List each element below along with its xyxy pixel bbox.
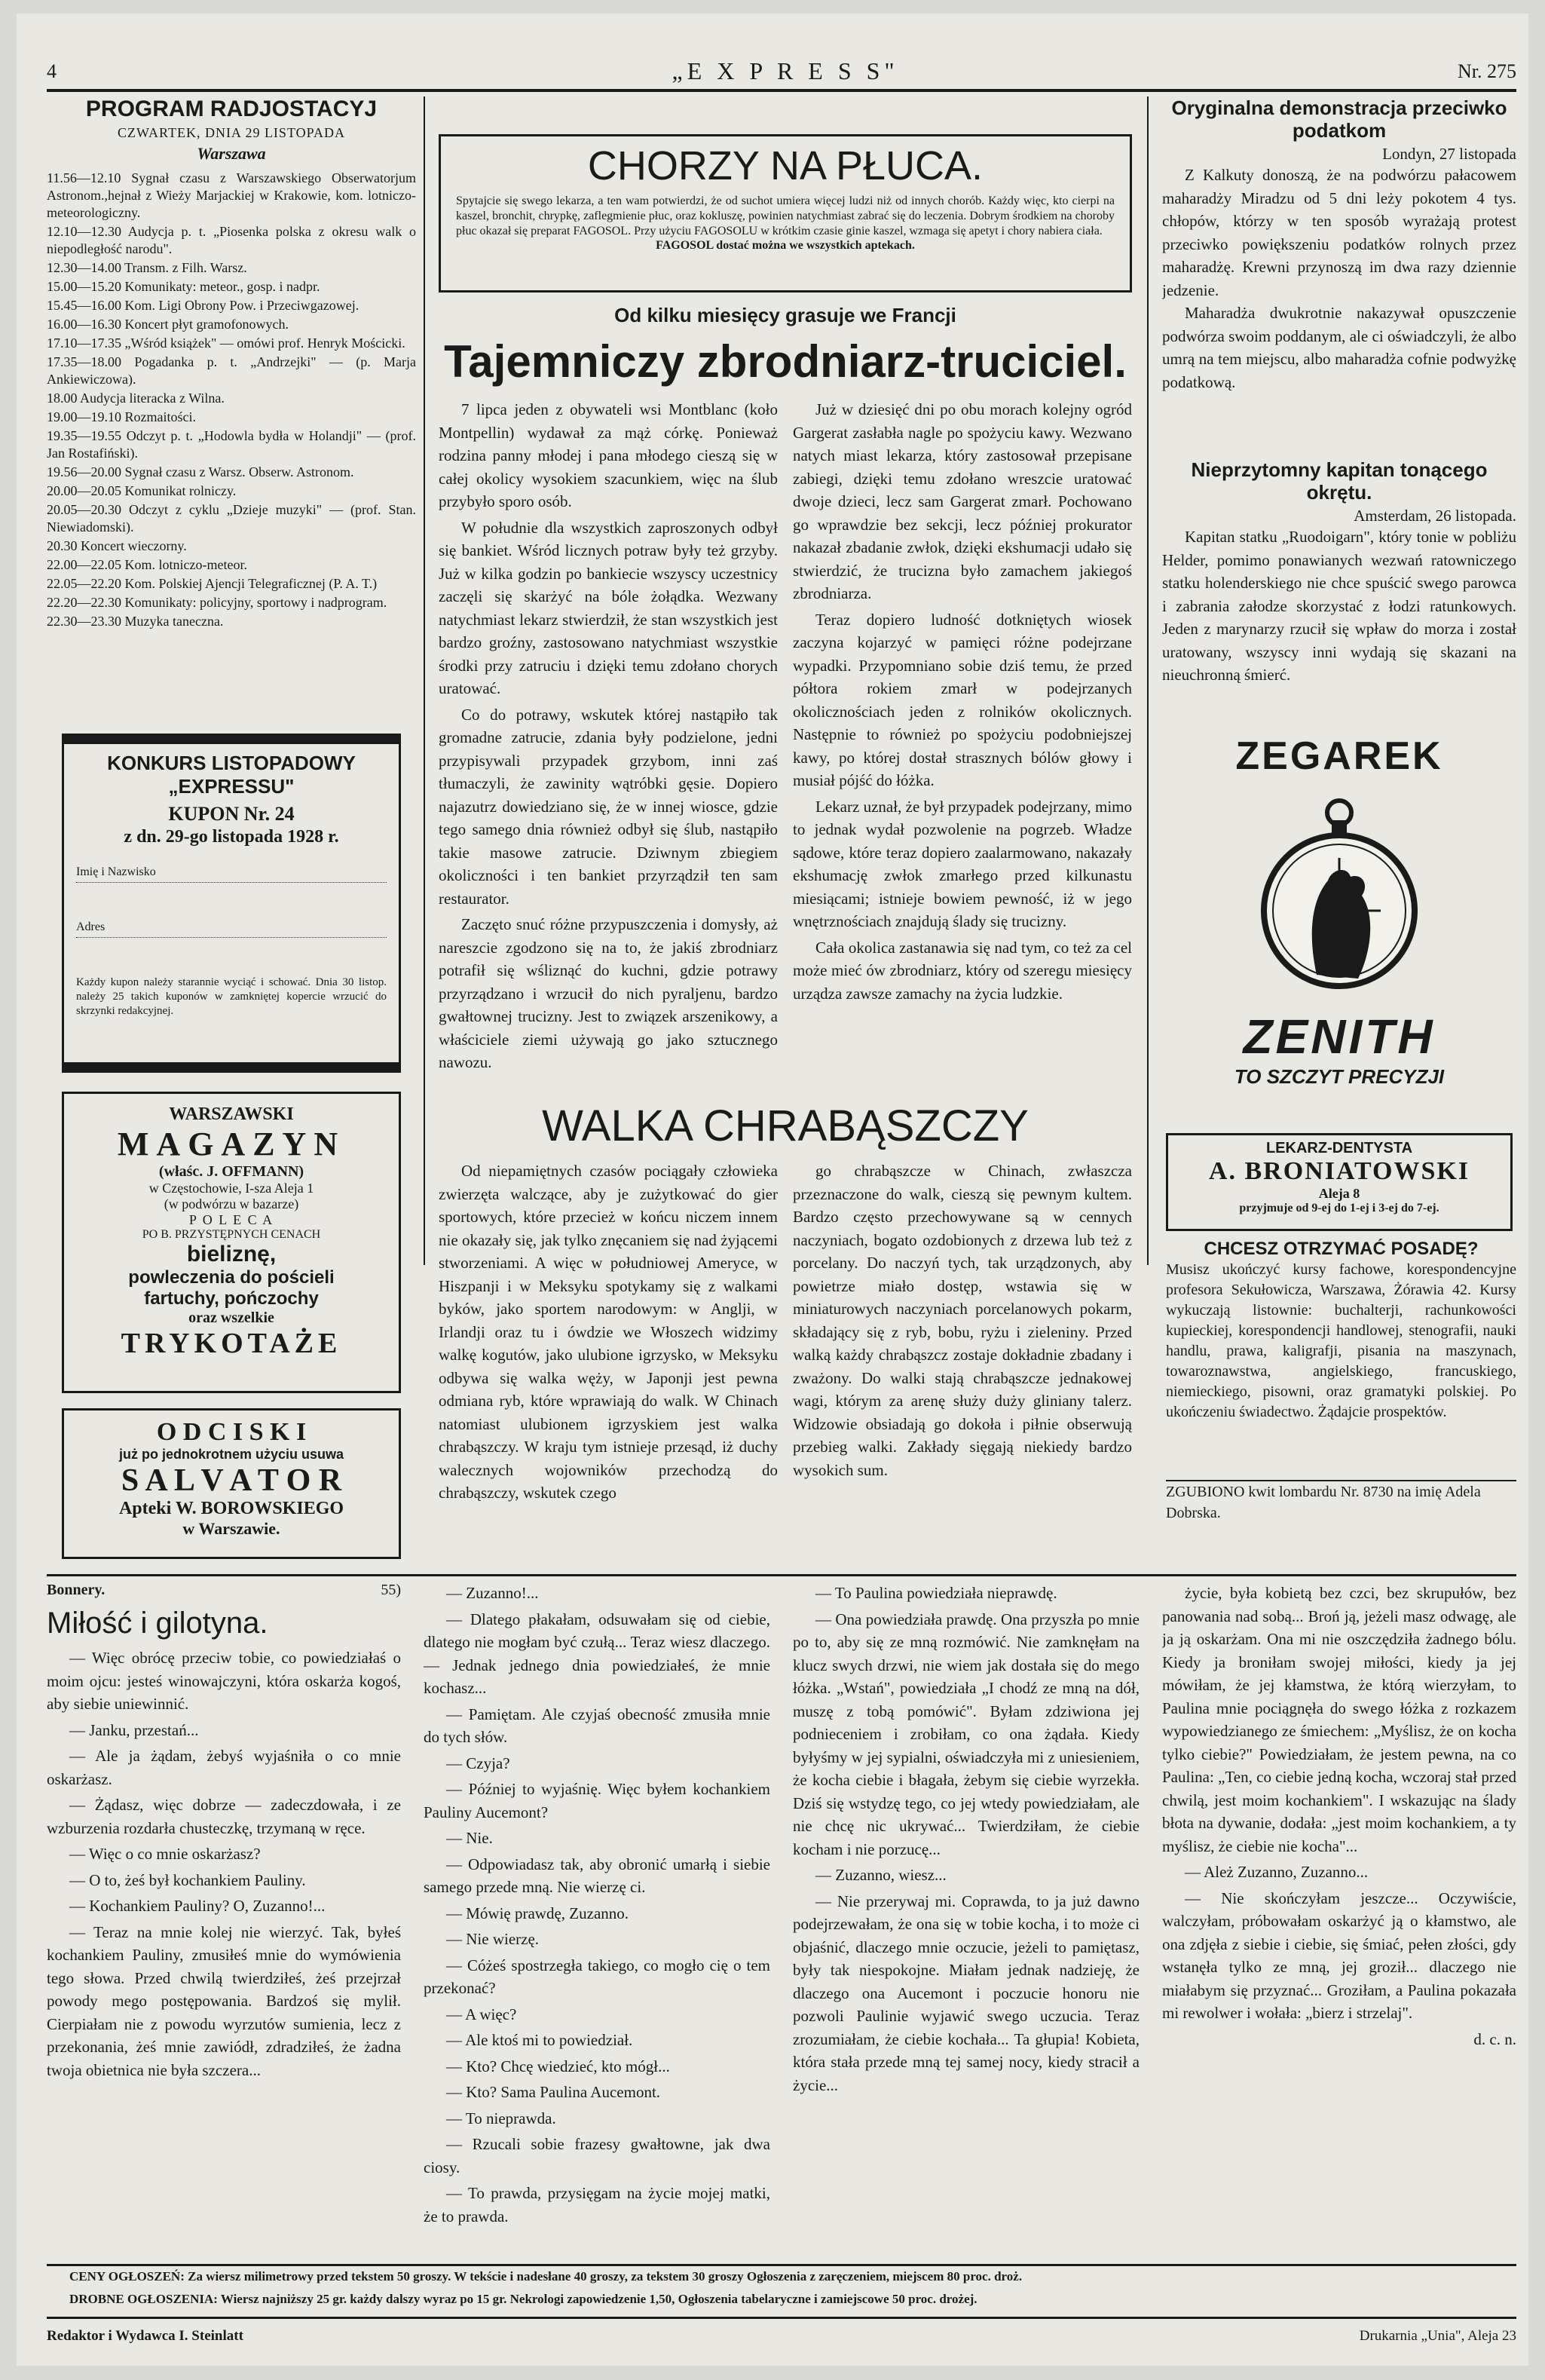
- page-number: 4: [47, 60, 57, 82]
- radio-item: 22.20—22.30 Komunikaty: policyjny, sportowy i nadprogram.: [47, 595, 387, 610]
- novel-paragraph: — A więc?: [446, 2005, 517, 2023]
- radio-item: 20.05—20.30 Odczyt z cyklu „Dzieje muzyki" — (prof. Stan. Niewiadomski).: [47, 502, 416, 535]
- footer-rule: [47, 2264, 1516, 2266]
- paper-title: „E X P R E S S": [672, 57, 899, 84]
- magazyn-l3: (właśc. J. OFFMANN): [158, 1163, 304, 1180]
- radio-item: 19.00—19.10 Rozmaitości.: [47, 409, 196, 424]
- printer-line: Drukarnia „Unia", Aleja 23: [1359, 2328, 1516, 2344]
- novel-paragraph: — Zuzanno, wiesz...: [815, 1866, 947, 1884]
- article-paragraph: W południe dla wszystkich zaproszonych odbył się bankiet. Wśród licznych potraw były też grzyby. Już w kilka godzin po bankiecie wszyscy uczestnicy zaczęli się skarżyć na bóle żołądka. Wezwany natychmiast lekarz stwierdził, że stan wszystkich jest bardzo groźny, zastosowano natychmiast wszystkie środki przy zatruciu i dzięki temu zdołano chorych uratować.: [439, 518, 778, 697]
- radio-item: 20.30 Koncert wieczorny.: [47, 538, 187, 553]
- novel-paragraph: — O to, żeś był kochankiem Pauliny.: [69, 1870, 306, 1889]
- zenith-ad: [1170, 734, 1509, 1126]
- dentysta-l1: LEKARZ-DENTYSTA: [1265, 1140, 1413, 1156]
- radio-program: [47, 96, 416, 730]
- novel-paragraph: — Ona powiedziała prawdę. Ona przyszła po mnie po to, aby się ze mną rozmówić. Nie zamknęłam na klucz swych drzwi, nie wiem jak dostała się do mego łóżka. „Wstań", powiedziała „I chodź ze mną na dół, muszę z tobą pomówić". Byłam zdziwiona jej podnieceniem i zrobiłam, co ona żądała. Kiedy byłyśmy w jej sypialni, oświadczyła mi z uniesieniem, że kocha ciebie i błagała, żebym się ciebie wyrzekła. Dziś się wstydzę tego, co jej wtedy powiedziałam, ale nie chcę nic ukrywać... Twierdziłam, że ciebie kocham i nie porzucę...: [793, 1610, 1140, 1858]
- posada-text: Musisz ukończyć kursy fachowe, korespondencyjne profesora Sekułowicza, Warszawa, Żórawia 42. Kursy wykuczają listownie: buchalterji, rachunkowości kupieckiej, korespondencji handlowej, stenografii, nauki handlu, prawa, kaligrafji, pisania na maszynach, towaroznawstwa, angielskiego, francuskiego, niemieckiego, pisowni, oraz gramatyki polskiej. Po ukończeniu świadectwo. Żądajcie prospektów.: [1166, 1261, 1516, 1420]
- novel-paragraph: — Kto? Sama Paulina Aucemont.: [446, 2083, 661, 2101]
- article-paragraph: Zaczęto snuć różne przypuszczenia i domysły, aż nareszcie zgodzono się na to, że jakiś zbrodniarz potrafił się wśliznąć do kuchni, gdzie potrawy przyrządzano i wrzucił do nich pyraljenu, bardzo gwałtownej trucizny. Jest to związek arszenikowy, a właściciele ziemi używają go jako sztucznego nawozu.: [439, 915, 778, 1071]
- magazyn-l4: w Częstochowie, I-sza Aleja 1: [148, 1181, 314, 1196]
- oryginalna-place: Londyn, 27 listopada: [1382, 145, 1516, 163]
- walka-title: WALKA CHRABĄSZCZY: [542, 1101, 1029, 1150]
- article-paragraph: Już w dziesięć dni po obu morach kolejny ogród Gargerat zasłabła nagle po spożyciu kawy. Wezwano natych miast lekarza, który zastosował przepisane zabiegi, dzięki temu zdołano wreszcie uratować dwoje dzieci, lecz sam Gargerat zmarł. Pochowano go wprawdzie bez sekcji, lecz później prokurator nakazał zbadanie zwłok, dzięki ekshumacji udało się stwierdzić, że trucizna było zamachem jakiegoś zbrodniarza.: [793, 400, 1132, 602]
- odciski-l2: już po jednokrotnem użyciu usuwa: [118, 1447, 344, 1462]
- novel-paragraph: — Nie skończyłam jeszcze... Oczywiście, walczyłam, próbowałam oskarżyć ją o kłamstwo, ale ona zdjęła z siebie i ciebie, się śmiać, pełen złości, gdy wstanęła tylko ze mną, jej groził... dlaczego nie miałabym się przyznać... Groziłam, a Paulina pokazała mi rewolwer i wołała: „bierz i strzelaj".: [1162, 1888, 1516, 2022]
- radio-item: 12.30—14.00 Transm. z Filh. Warsz.: [47, 260, 247, 275]
- coupon-note: Każdy kupon należy starannie wyciąć i schować. Dnia 30 listop. należy 25 takich kuponów w zamkniętej kopercie wrzucić do skrzynki redakcyjnej.: [76, 976, 387, 1017]
- magazyn-l12: TRYKOTAŻE: [121, 1328, 342, 1359]
- coupon-address-label: Adres: [76, 920, 387, 938]
- novel-paragraph: — Nie przerywaj mi. Coprawda, to ja już dawno podejrzewałam, że ona się w tobie kocha, i to może ci objaśnić, dlaczego mnie oczucie, jeżeli to pamiętasz, były tak niespokojne. Miałam jednak nadzieję, że dlaczego ona Aucemont i poczucie honoru nie pozwoli Paulinie wyjawić swego uczucia. Teraz zrozumiałam, że ciebie kochała... Ta głupia! Kobieta, która stała przede mną tej samej nocy, kiedy stracił a życie...: [793, 1891, 1140, 2094]
- radio-subtitle: CZWARTEK, DNIA 29 LISTOPADA: [118, 125, 345, 140]
- zgubiono-notice: ZGUBIONO kwit lombardu Nr. 8730 na imię Adela Dobrska.: [1166, 1480, 1516, 1533]
- odciski-l5: w Warszawie.: [182, 1519, 280, 1538]
- radio-item: 15.45—16.00 Kom. Ligi Obrony Pow. i Przeciwgazowej.: [47, 298, 359, 313]
- novel-paragraph: — To nieprawda.: [446, 2109, 556, 2127]
- radio-item: 22.00—22.05 Kom. lotniczo-meteor.: [47, 557, 247, 572]
- novel-paragraph: — Ależ Zuzanno, Zuzanno...: [1185, 1863, 1369, 1881]
- article-col2: [793, 398, 1132, 1099]
- dentysta-l3: Aleja 8: [1318, 1186, 1360, 1201]
- novel-col2: [424, 1582, 770, 2260]
- novel-col1: [47, 1582, 401, 2260]
- novel-episode: 55): [381, 1582, 401, 1598]
- novel-paragraph: — Janku, przestań...: [69, 1720, 199, 1739]
- coupon-box: [62, 734, 401, 1073]
- novel-paragraph: — Teraz na mnie kolej nie wierzyć. Tak, byłeś kochankiem Pauliny, zmusiłeś mnie do wymówienia tego słowa. Przed chwilą twierdziłeś, żeś przejrzał powody mego postępowania. Bardzoś się mylił. Cierpiałam nie z powodu wyrzutów sumienia, lecz z przekonania, żeś mnie zawiódł, zdradziłeś, że żadna twoja obietnica nie była szczera...: [47, 1922, 401, 2079]
- article-paragraph: Lekarz uznał, że był przypadek podejrzany, mimo to jednak wydał pozwolenie na pogrzeb. Władze sądowe, które teraz dopiero zaalarmowano, nakazały ekshumację zwłok zmarłego przed kilkunastu miesiącami; istnieje bowiem pewność, iż w jego wnętrznościach znajdują ślady się trucizny.: [793, 797, 1132, 930]
- kapitan-article: [1162, 458, 1516, 730]
- coupon-name-label: Imię i Nazwisko: [76, 865, 387, 883]
- magazyn-l10: fartuchy, pończochy: [144, 1288, 319, 1309]
- novel-paragraph: życie, była kobietą bez czci, bez skrupułów, bez panowania nad sobą... Broń ją, jeżeli masz odwagę, ale ja ją oskarżam. Ona mi nie oszczędziła żadnego bólu. Kiedy ja broniłam swojej miłości, kiedy ja jej mówiłam, że jej kłamstwa, że którą wierzyłam, to Paulina mnie pociągnęła do swego łóżka z rozkazem wypowiedzianego ze śmiechem: „Myślisz, że on kocha tylko ciebie?" Powiedziałam, że jestem pewna, na co Paulina: „Ten, co ciebie jedną kocha, wczoraj stał przed chwilą, jest moim kochankiem". I wskazując na ślady błota na dywanie, dodała: „jest moim kochankiem, a ty myślisz, że ciebie nie kocha"...: [1162, 1584, 1516, 1855]
- novel-col3: [793, 1582, 1140, 2260]
- novel-paragraph: — Kochankiem Pauliny? O, Zuzanno!...: [69, 1897, 326, 1915]
- radio-station: Warszawa: [197, 144, 266, 163]
- odciski-l3: S A L V A T O R: [121, 1463, 342, 1498]
- radio-item: 22.30—23.30 Muzyka taneczna.: [47, 614, 224, 629]
- dentysta-ad: [1166, 1133, 1513, 1231]
- radio-item: 18.00 Audycja literacka z Wilna.: [47, 391, 225, 406]
- oryginalna-text: Z Kalkuty donoszą, że na podwórzu pałacowem maharadży Miradzu od 5 dni leży pokotem 4 tys. chłopów, którzy w ten sposób wyrażają protest przeciwko powiększeniu podatków rolnych przez maharadżę. Krewni przynoszą im dwa razy dziennie jedzenie.: [1162, 166, 1516, 299]
- novel-paragraph: — Więc obrócę przeciw tobie, co powiedziałaś o moim ojcu: jesteś winowajczyni, która oskarża kogoś, aby siebie uniewinnić.: [47, 1649, 401, 1713]
- coupon-date: z dn. 29-go listopada 1928 r.: [124, 827, 339, 847]
- posada-ad: [1166, 1239, 1516, 1472]
- radio-item: 20.00—20.05 Komunikat rolniczy.: [47, 483, 237, 498]
- radio-item: 12.10—12.30 Audycja p. t. „Piosenka polska z okresu walk o niepodległość narodu".: [47, 224, 416, 256]
- watch-illustration: [1256, 790, 1422, 1001]
- magazyn-l1: WARSZAWSKI: [169, 1104, 294, 1124]
- novel-paragraph: — To Paulina powiedziała nieprawdę.: [815, 1584, 1057, 1602]
- zegarek-title: ZEGAREK: [1235, 734, 1443, 778]
- novel-col4: [1162, 1582, 1516, 2260]
- novel-paragraph: — Więc o co mnie oskarżasz?: [69, 1845, 261, 1863]
- novel-paragraph: — Pamiętam. Ale czyjaś obecność zmusiła mnie do tych słów.: [424, 1705, 770, 1746]
- novel-paragraph: — To prawda, przysięgam na życie mojej matki, że to prawda.: [424, 2184, 770, 2225]
- magazyn-ad: [62, 1092, 401, 1393]
- kapitan-place: Amsterdam, 26 listopada.: [1354, 507, 1516, 525]
- magazyn-l2: MAGAZYN: [117, 1126, 346, 1162]
- section-rule: [47, 1574, 1516, 1576]
- novel-paragraph: — Nie wierzę.: [446, 1930, 540, 1948]
- radio-item: 11.56—12.10 Sygnał czasu z Warszawskiego Obserwatorjum Astronom.,hejnał z Wieży Marjackiej w Krakowie, kom. lotniczo-meteorologiczny.: [47, 170, 416, 220]
- walka-col2: go chrabąszcze w Chinach, zwłaszcza przeznaczone do walk, cieszą się pewnym kultem. Bardzo często przechowywane są w cennych naczyniach, bogato ozdobionych z drzewa lub też z porcelany. Do naczyń tych, tak urządzonych, aby powietrze miało dostęp, wstawia się w miniaturowych naczyniach porcelanowych pokarm, składający się z ryb, bobu, ryżu i zieleniny. Przed walką każdy chrabąszcz zostaje dokładnie zbadany i zważony. Do walki stają chrabąszcze jednakowej wagi, którym za arenę służy duży gliniany talerz. Widzowie obsiadają go dokoła i piłnie obserwują przebieg walki. Zakłady sięgają niekiedy bardzo wysokich sum.: [793, 1162, 1132, 1479]
- novel-paragraph: — Rzucali sobie frazesy gwałtowne, jak dwa ciosy.: [424, 2135, 770, 2176]
- novel-paragraph: — Później to wyjaśnię. Więc byłem kochankiem Pauliny Aucemont?: [424, 1780, 770, 1821]
- article-paragraph: Cała okolica zastanawia się nad tym, co też za cel może mieć ów zbrodniarz, który od szeregu miesięcy urządza zawsze zamachy na życia ludzkie.: [793, 938, 1132, 1003]
- odciski-l4: Apteki W. BOROWSKIEGO: [118, 1499, 344, 1518]
- magazyn-l11: oraz wszelkie: [188, 1309, 274, 1326]
- ad-rates-line2: DROBNE OGŁOSZENIA: Wiersz najniższy 25 gr. każdy dalszy wyraz po 15 gr. Nekrologi zapowiedzenie 1,50, Ogłoszenia tabelaryczne i zamiejscowe 50 proc. drożej.: [69, 2292, 977, 2306]
- walka-col1: Od niepamiętnych czasów pociągały człowieka zwierzęta walczące, aby je zużytkować do gier sportowych, które przecież w końcu niczem innem nie okazały się, jak tylko znęcaniem się nad żyjącemi stworzeniami. A więc w południowej Ameryce, w Hiszpanji i w Meksyku spotykamy się z walkami byków, jako sportem narodowym: w Anglji, w Irlandji oraz tu i ówdzie we Włoszech widzimy walkę kogutów, jako ulubione igrzysko, w Meksyku odbywa się walka węży, w Japonji jest pewna odmiana ryb, które wprawiają do walk. W Chinach natomiast ulubionem igrzyskiem jest walka chrabąszczy. W kraju tym istnieje przesąd, iż duchy walecznych wojowników przechodzą do chrabąszczy, wskutek czego: [439, 1162, 778, 1502]
- radio-item: 19.56—20.00 Sygnał czasu z Warsz. Obserw. Astronom.: [47, 464, 354, 479]
- radio-item: 17.10—17.35 „Wśród książek" — omówi prof. Henryk Mościcki.: [47, 335, 405, 351]
- article-paragraph: Co do potrawy, wskutek której nastąpiło tak gromadne zatrucie, zdania były podzielone, jedni przypisywali przypadek grzybom, inni zaś tłumaczyli, że zawinity wątróbki gęsie. Dopiero najazutrz dowiedziano się, że w innej wiosce, gdzie tego samego dnia również odbył się ślub, nastąpiło takie masowe zatrucie. Dziwnym zbiegiem okoliczności i ten bankiet przyrządził ten sam restaurator.: [439, 705, 778, 908]
- novel-title: Miłość i gilotyna.: [47, 1607, 268, 1640]
- zenith-slogan: TO SZCZYT PRECYZJI: [1234, 1065, 1445, 1088]
- article-paragraph: 7 lipca jeden z obywateli wsi Montblanc (koło Montpellin) wydawał za mąż córkę. Ponieważ rodzina panny młodej i pana młodego cieszą się w całej okolicy wysokiem szacunkiem, więc na ślub przybyło sporo osób.: [439, 400, 778, 510]
- odciski-l1: O D C I S K I: [156, 1418, 307, 1446]
- posada-title: CHCESZ OTRZYMAĆ POSADĘ?: [1204, 1239, 1479, 1259]
- novel-paragraph: — Ale ja żądam, żebyś wyjaśniła o co mnie oskarżasz.: [47, 1747, 401, 1788]
- novel-paragraph: — Ale ktoś mi to powiedział.: [446, 2031, 633, 2049]
- footer-rule: [47, 2317, 1516, 2319]
- coupon-title: KONKURS LISTOPADOWY „EXPRESSU": [107, 752, 356, 798]
- novel-paragraph: — Odpowiadasz tak, aby obronić umarłą i siebie samego przede mną. Nie wierzę ci.: [424, 1855, 770, 1896]
- kapitan-text: Kapitan statku „Ruodoigarn", który tonie w pobliżu Helder, pomimo ponawianych wezwań ratowniczego statku holenderskiego nie chce spuścić swego parowca i zabrania załodze skorzystać z łodzi ratunkowych. Jeden z marynarzy rzucił się wpław do morza i został uratowany, wszyscy inni wydają się skazani na nieuchronną śmierć.: [1162, 528, 1516, 684]
- oryginalna-article: [1162, 96, 1516, 519]
- newspaper-page: [17, 14, 1528, 2366]
- novel-paragraph: — Kto? Chcę wiedzieć, kto mógł...: [446, 2057, 670, 2075]
- odciski-ad: [62, 1408, 401, 1559]
- radio-item: 16.00—16.30 Koncert płyt gramofonowych.: [47, 317, 289, 332]
- article-title: Tajemniczy zbrodniarz-truciciel.: [444, 336, 1127, 387]
- chorzy-footer: FAGOSOL dostać można we wszystkich aptekach.: [656, 239, 915, 252]
- novel-paragraph: — Zuzanno!...: [446, 1584, 539, 1602]
- magazyn-l9: powleczenia do pościeli: [128, 1267, 335, 1288]
- oryginalna-title: Oryginalna demonstracja przeciwko podatkom: [1171, 96, 1507, 142]
- magazyn-l8: bieliznę,: [186, 1242, 277, 1267]
- oryginalna-text2: Maharadża dwukrotnie nakazywał opuszczenie podwórza swoim poddanym, ale ci oświadczyli, że albo umrą na tem miejscu, albo maharadża cofnie podwyżkę podatkową.: [1162, 304, 1516, 391]
- coupon-number: KUPON Nr. 24: [168, 803, 295, 825]
- article-paragraph: Teraz dopiero ludność dotkniętych wiosek zaczyna kojarzyć w pamięci różne podejrzane wypadki. Przypomniano sobie dziś temu, że przed półtora rokiem zmarł w podejrzanych okolicznościach jeden z rolników okolicznych. Następnie to również po spożyciu podobniejszej kawy, po której dostał strasznych bólów głowy i musiał pójść do łóżka.: [793, 610, 1132, 789]
- kapitan-title: Nieprzytomny kapitan tonącego okrętu.: [1191, 458, 1488, 504]
- novel-continued: d. c. n.: [1473, 2029, 1516, 2048]
- radio-list: [47, 170, 416, 630]
- chorzy-ad: [439, 134, 1132, 293]
- magazyn-l7: PO B. PRZYSTĘPNYCH CENACH: [142, 1228, 321, 1241]
- novel-paragraph: — Żądasz, więc dobrze — zadeczdowała, i ze wzburzenia rozdarła chusteczkę, trzymaną w ręce.: [47, 1796, 401, 1837]
- radio-item: 22.05—22.20 Kom. Polskiej Ajencji Telegraficznej (P. A. T.): [47, 576, 378, 591]
- zenith-brand: ZENITH: [1243, 1009, 1436, 1061]
- novel-paragraph: — Nie.: [446, 1829, 493, 1847]
- article-kicker: Od kilku miesięcy grasuje we Francji: [614, 304, 956, 326]
- novel-author: Bonnery.: [47, 1582, 106, 1598]
- magazyn-l5: (w podwórzu w bazarze): [164, 1196, 299, 1211]
- radio-title: PROGRAM RADJOSTACYJ: [85, 96, 378, 121]
- article-col1: [439, 398, 778, 1099]
- chorzy-text: Spytajcie się swego lekarza, a ten wam potwierdzi, że od suchot umiera więcej ludzi niż od innych chorób. Każdy więc, kto cierpi na kaszel, bronchit, chrypkę, zaflegmienie płuc, oraz kokluszę, powinien natychmiast zabrać się do leczenia. Dobrym środkiem na choroby płuc okazał się preparat FAGOSOL. Przy użyciu FAGOSOLU w krótkim czasie ginie kaszel, wzmaga się apetyt i chory nabiera ciała.: [456, 195, 1115, 237]
- novel-paragraph: — Czyja?: [446, 1754, 510, 1772]
- magazyn-l6: P O L E C A: [188, 1212, 274, 1227]
- novel-paragraph: — Cóżeś spostrzegła takiego, co mogło cię o tem przekonać?: [424, 1956, 770, 1997]
- ad-rates-line1: CENY OGŁOSZEŃ: Za wiersz milimetrowy przed tekstem 50 groszy. W tekście i nadesłane 40 groszy, za tekstem 30 groszy Ogłoszenia z zaręczeniem, miejscem 80 proc. droż.: [69, 2269, 1023, 2284]
- radio-item: 15.00—15.20 Komunikaty: meteor., gosp. i nadpr.: [47, 279, 320, 294]
- novel-paragraph: — Dlatego płakałam, odsuwałam się od ciebie, dlatego nie mogłam być czułą... Teraz wiesz dlaczego. — Jednak jednego dnia powiedziałeś, że mnie kochasz...: [424, 1610, 770, 1697]
- header-rule: [47, 89, 1516, 92]
- column-divider: [1147, 96, 1149, 1265]
- dentysta-l2: A. BRONIATOWSKI: [1208, 1157, 1470, 1185]
- novel-paragraph: — Mówię prawdę, Zuzanno.: [446, 1904, 629, 1922]
- radio-item: 19.35—19.55 Odczyt p. t. „Hodowla bydła w Holandji" — (prof. Jan Rostafiński).: [47, 428, 416, 461]
- dentysta-l4: przyjmuje od 9-ej do 1-ej i 3-ej do 7-ej.: [1239, 1202, 1439, 1215]
- issue-number: Nr. 275: [1458, 60, 1516, 82]
- chorzy-title: CHORZY NA PŁUCA.: [587, 143, 984, 188]
- radio-item: 17.35—18.00 Pogadanka p. t. „Andrzejki" — (p. Marja Ankiewiczowa).: [47, 354, 416, 387]
- column-divider: [424, 96, 425, 1265]
- editor-line: Redaktor i Wydawca I. Steinlatt: [47, 2328, 243, 2344]
